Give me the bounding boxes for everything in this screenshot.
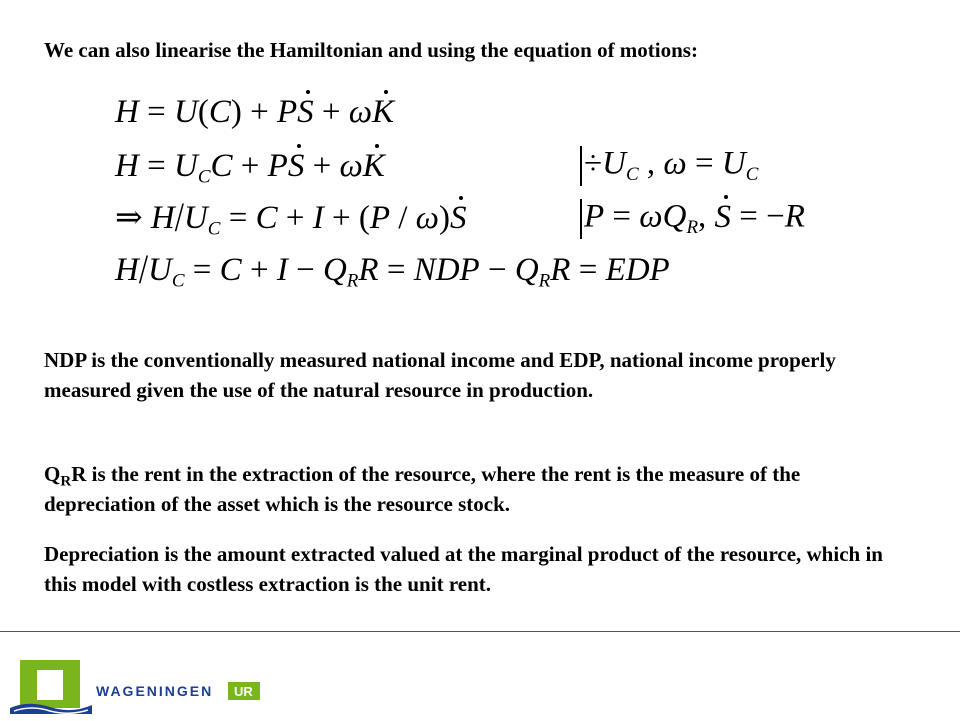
paragraph-depreciation: Depreciation is the amount extracted valued at the marginal product of the resource, which in this model with costless extraction is the unit rent. [44,542,883,596]
equation-4: $H/U_C = C + I - Q_RR$ = NDP − $Q_RR$ = EDP [115,247,670,293]
rent-symbol-subscript: R [60,473,72,490]
intro-text: We can also linearise the Hamiltonian and using the equation of motions: [44,38,698,62]
paragraph-ndp-edp: NDP is the conventionally measured national income and EDP, national income properly measured given the use of the natural resource in production. [44,348,836,402]
wageningen-logo [10,658,275,716]
rent-text: R is the rent in the extraction of the resource, where the rent is the measure of the depreciation of the asset which is the resource stock. [44,462,801,516]
equation-2: $H = U_CC$ + PS + ωK [115,148,385,188]
equation-2-note: $\div U_C$ , $\omega = U_C$ [578,146,758,186]
logo-wordmark: WAGENINGEN [96,683,214,699]
equation-1: H = U(C) + PS + ωK [115,94,395,130]
divider-line [0,631,960,632]
equation-3: ⇒ $H/U_C = C + I + (P / \omega)S$ [115,195,467,241]
rent-symbol-q: Q [44,462,61,486]
logo-badge: UR [234,684,253,699]
paragraph-rent [44,459,904,519]
equation-3-note: $P = \omega Q_R$, S = −R [578,199,805,239]
wageningen-logo-graphic [10,658,275,716]
